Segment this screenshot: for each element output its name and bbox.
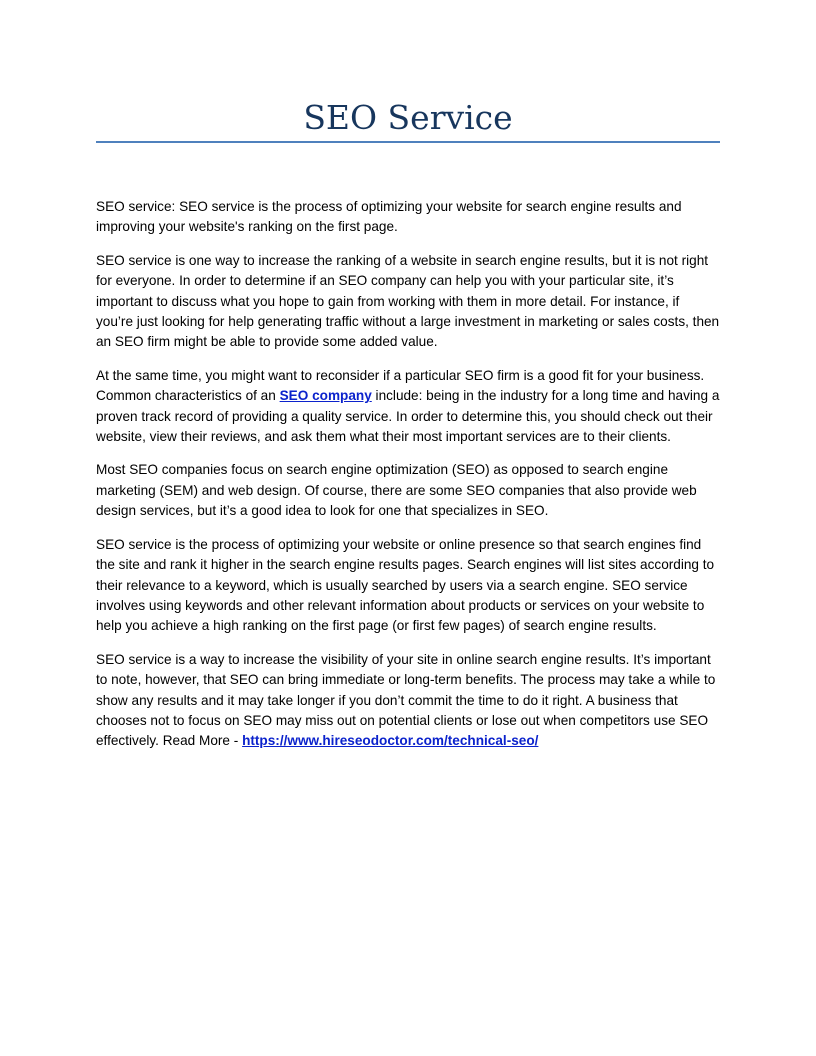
- paragraph-5: SEO service is the process of optimizing your website or online presence so that search engines find the site and rank it higher in the search engine results pages. Search engines will list sites according to their relevance to a keyword, which is usually searched by users via a search engine. SEO service involves using keywords and other relevant information about products or services on your website to help you achieve a high ranking on the first page (or first few pages) of search engine results.: [96, 536, 715, 634]
- read-more-link[interactable]: https://www.hireseodoctor.com/technical-seo/: [242, 733, 539, 749]
- paragraph-2: SEO service is one way to increase the ranking of a website in search engine results, but it is not right for everyone. In order to determine if an SEO company can help you with your particular site, it’s important to discuss what you hope to gain from working with them in more detail. For instance, if you’re just looking for help generating traffic without a large investment in marketing or sales costs, then an SEO firm might be able to provide some added value.: [96, 252, 720, 350]
- paragraph-3-text-before: At the same time, you might want to reconsider if a particular SEO firm is a good fit for your business. Common characteristics of an: [96, 367, 705, 404]
- paragraph-6-text-before: SEO service is a way to increase the visibility of your site in online search engine results. It’s important to note, however, that SEO can bring immediate or long-term benefits. The process may take a while to show any results and it may take longer if you don’t commit the time to do it right. A business that chooses not to focus on SEO may miss out on potential clients or lose out when competitors use SEO effectively. Read More -: [96, 651, 716, 749]
- document-title: SEO Service: [303, 98, 513, 137]
- paragraph-4: Most SEO companies focus on search engine optimization (SEO) as opposed to search engine marketing (SEM) and web design. Of course, there are some SEO companies that also provide web design services, but it’s a good idea to look for one that specializes in SEO.: [96, 462, 697, 519]
- title-underline-rule: [96, 141, 720, 143]
- seo-company-link[interactable]: SEO company: [279, 388, 372, 404]
- paragraph-1: SEO service: SEO service is the process of optimizing your website for search engine results and improving your website's ranking on the first page.: [96, 199, 682, 235]
- document-body: [96, 197, 720, 765]
- paragraph-6: [96, 650, 720, 752]
- paragraph-3: [96, 366, 720, 448]
- paragraph-3-text-after: include: being in the industry for a long time and having a proven track record of providing a quality service. In order to determine this, you should check out their website, view their reviews, and ask them what their most important services are to their clients.: [96, 388, 720, 445]
